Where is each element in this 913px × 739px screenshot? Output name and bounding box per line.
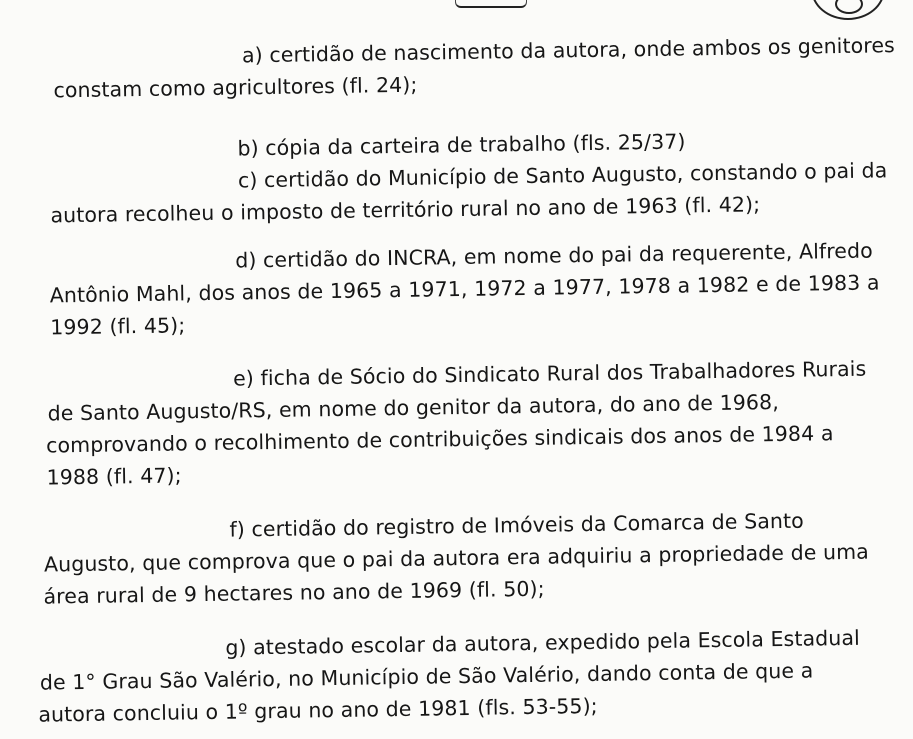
item-f-line-3: área rural de 9 hectares no ano de 1969 (fl. 50); [43,576,545,609]
item-e-line-3: comprovando o recolhimento de contribuições sindicais dos anos de 1984 a [45,421,834,458]
item-g-line-2: de 1° Grau São Valério, no Município de São Valério, dando conta de que a [39,658,814,695]
item-f-line-2: Augusto, que comprova que o pai da autora era adquiriu a propriedade de uma [43,539,870,577]
item-e-line-1: e) ficha de Sócio do Sindicato Rural dos Trabalhadores Rurais [232,356,867,391]
item-d-line-3: 1992 (fl. 45); [50,313,186,340]
header-stamp-mark [455,0,527,8]
item-a-line-1: a) certidão de nascimento da autora, onde ambos os genitores [241,33,896,68]
item-b-line-1: b) cópia da carteira de trabalho (fls. 25/37) [237,129,686,161]
item-g-line-1: g) atestado escolar da autora, expedido pela Escola Estadual [225,625,861,660]
item-d-line-2: Antônio Mahl, dos anos de 1965 a 1971, 1972 a 1977, 1978 a 1982 e de 1983 a [49,270,880,308]
item-e-line-4: 1988 (fl. 47); [46,463,182,490]
item-g-line-3: autora concluiu o 1º grau no ano de 1981 (fls. 53-55); [38,693,598,727]
item-d-line-1: d) certidão do INCRA, em nome do pai da requerente, Alfredo [235,238,873,273]
item-f-line-1: f) certidão do registro de Imóveis da Comarca de Santo [229,508,804,542]
item-c-line-1: c) certidão do Município de Santo Augusto, constando o pai da [237,158,888,193]
item-a-line-2: constam como agricultores (fl. 24); [53,72,418,103]
item-c-line-2: autora recolheu o imposto de território rural no ano de 1963 (fl. 42); [50,192,761,228]
item-e-line-2: de Santo Augusto/RS, em nome do genitor da autora, do ano de 1968, [47,389,780,426]
